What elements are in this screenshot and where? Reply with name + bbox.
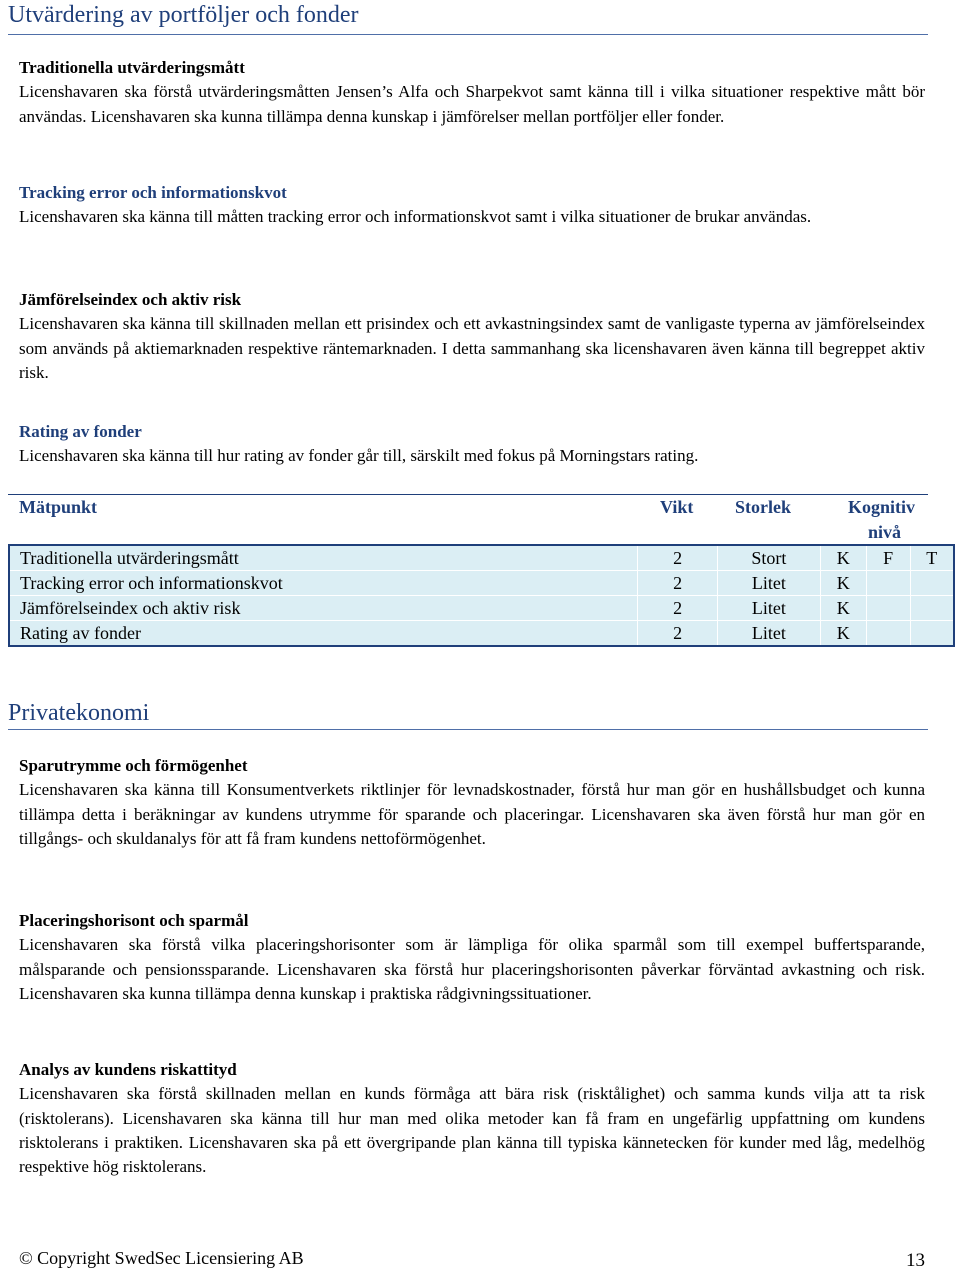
block-body: Licenshavaren ska känna till skillnaden mellan ett prisindex och ett avkastningsindex samt de vanligaste typerna av jämförelseindex som används på aktiemarknaden respektive räntemarknaden. I detta sammanhang ska licenshavaren även känna till begreppet aktiv risk. [19, 314, 925, 382]
cell-t [910, 571, 954, 596]
block-body: Licenshavaren ska känna till Konsumentverkets riktlinjer för levnadskostnader, förstå hur man gör en hushållsbudget och kunna tillämpa detta i beräkningar av kundens utrymme för sparande och placeringar. Licenshavaren ska även förstå hur man gör en tillgångs- och skuldanalys för att få fram kundens nettoförmögenhet. [19, 780, 925, 848]
block-body: Licenshavaren ska förstå utvärderingsmåtten Jensen’s Alfa och Sharpekvot samt känna till i vilka situationer respektive mått bör användas. Licenshavaren ska kunna tillämpa denna kunskap i jämförelser mellan portföljer eller fonder. [19, 82, 925, 126]
cell-k: K [820, 571, 866, 596]
block-heading: Placeringshorisont och sparmål [19, 911, 249, 930]
cell-storlek: Litet [718, 571, 821, 596]
section-title-privatekonomi: Privatekonomi [8, 700, 150, 726]
copyright-text: © Copyright SwedSec Licensiering AB [19, 1248, 304, 1268]
cell-k: K [820, 596, 866, 621]
block-placeringshorisont [19, 909, 925, 1006]
page-number: 13 [906, 1250, 925, 1271]
cell-vikt: 2 [638, 621, 718, 647]
block-heading: Sparutrymme och förmögenhet [19, 756, 248, 775]
header-vikt: Vikt [660, 497, 694, 517]
cell-t [910, 596, 954, 621]
cell-f: F [866, 545, 910, 571]
cell-f [866, 596, 910, 621]
block-heading: Rating av fonder [19, 422, 142, 441]
cell-storlek: Litet [718, 596, 821, 621]
block-heading: Analys av kundens riskattityd [19, 1060, 237, 1079]
cell-k: K [820, 545, 866, 571]
table-row [9, 571, 954, 596]
cell-k: K [820, 621, 866, 647]
table-row [9, 621, 954, 647]
cell-vikt: 2 [638, 571, 718, 596]
cell-storlek: Stort [718, 545, 821, 571]
section-title-utvardering: Utvärdering av portföljer och fonder [8, 2, 359, 28]
cell-vikt: 2 [638, 545, 718, 571]
block-jamforelseindex [19, 288, 925, 385]
cell-name: Jämförelseindex och aktiv risk [9, 596, 638, 621]
table-header [19, 495, 925, 545]
block-tracking-error [19, 181, 925, 230]
matpunkt-table [8, 544, 955, 647]
cell-name: Tracking error och informationskvot [9, 571, 638, 596]
block-rating [19, 420, 925, 469]
block-body: Licenshavaren ska känna till måtten tracking error och informationskvot samt i vilka situationer de brukar användas. [19, 207, 812, 227]
block-heading: Tracking error och informationskvot [19, 183, 287, 202]
section-divider [8, 34, 928, 35]
block-body: Licenshavaren ska förstå skillnaden mellan en kunds förmåga att bära risk (risktålighet) och samma kunds vilja att ta risk (risktolerans). Licenshavaren ska känna till hur man med olika metoder kan få fram en ungefärlig uppfattning om kundens risktolerans i praktiken. Licenshavaren ska på ett övergripande plan känna till typiska kännetecken för kunder med låg, medelhög respektive hög risktolerans. [19, 1084, 925, 1177]
cell-name: Rating av fonder [9, 621, 638, 647]
header-kognitiv: Kognitiv [848, 497, 916, 517]
cell-f [866, 571, 910, 596]
page-footer [19, 1248, 925, 1272]
block-traditionella [19, 56, 925, 129]
block-body: Licenshavaren ska förstå vilka placeringshorisonter som är lämpliga för olika sparmål som till exempel buffertsparande, målsparande och pensionssparande. Licenshavaren ska förstå hur placeringshorisonten påverkar förväntad avkastning och risk. Licenshavaren ska kunna tillämpa denna kunskap i praktiska rådgivningssituationer. [19, 935, 925, 1003]
header-matpunkt: Mätpunkt [19, 497, 98, 517]
table-row [9, 596, 954, 621]
header-niva: nivå [868, 522, 902, 542]
cell-f [866, 621, 910, 647]
block-heading: Jämförelseindex och aktiv risk [19, 290, 242, 309]
block-sparutrymme [19, 754, 925, 851]
cell-name: Traditionella utvärderingsmått [9, 545, 638, 571]
block-heading: Traditionella utvärderingsmått [19, 58, 245, 77]
section-divider [8, 729, 928, 730]
cell-storlek: Litet [718, 621, 821, 647]
table-row [9, 545, 954, 571]
cell-t [910, 621, 954, 647]
block-riskattityd [19, 1058, 925, 1179]
cell-t: T [910, 545, 954, 571]
block-body: Licenshavaren ska känna till hur rating av fonder går till, särskilt med fokus på Morningstars rating. [19, 446, 699, 466]
header-storlek: Storlek [735, 497, 791, 517]
cell-vikt: 2 [638, 596, 718, 621]
